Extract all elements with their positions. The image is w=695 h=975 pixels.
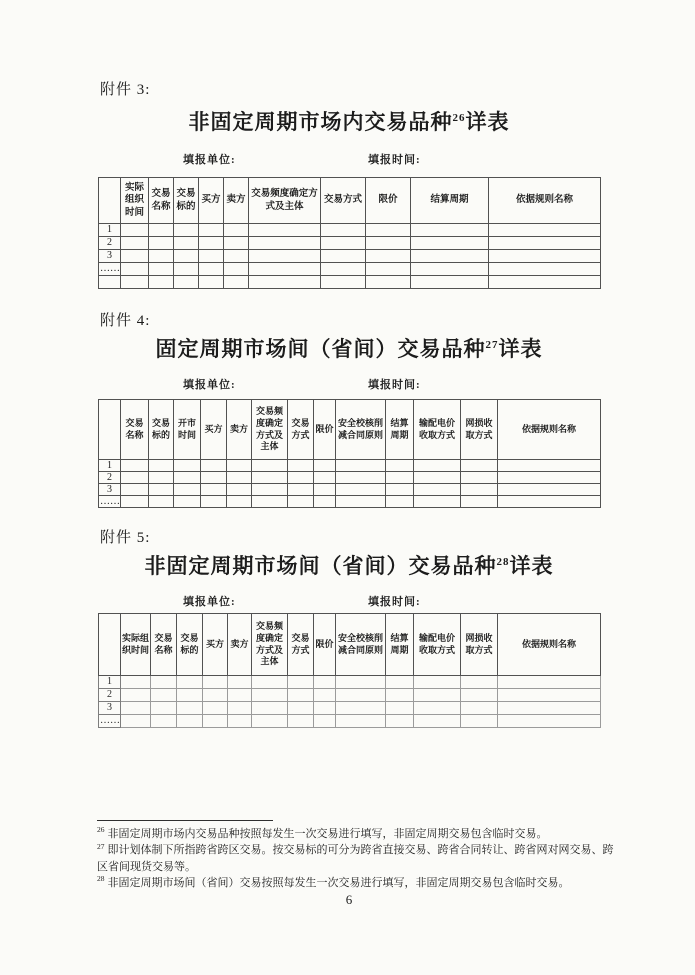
table-cell (121, 276, 149, 289)
table-cell (489, 237, 601, 250)
table-row (99, 496, 601, 508)
column-header: 买方 (203, 614, 228, 676)
table-cell (203, 676, 228, 689)
table-cell (336, 484, 386, 496)
table-cell (174, 460, 201, 472)
table-cell (228, 702, 252, 715)
table-cell (321, 237, 366, 250)
column-header: 卖方 (227, 400, 252, 460)
table-cell (461, 484, 498, 496)
table-cell (151, 715, 177, 728)
footnote-marker: 26 (97, 825, 105, 835)
table-cell (174, 237, 199, 250)
table-cell (336, 472, 386, 484)
column-header: 网损收取方式 (461, 400, 498, 460)
table-cell (411, 237, 489, 250)
column-header: 安全校核削减合同原则 (336, 614, 386, 676)
row-number-cell: …… (100, 495, 120, 507)
table-row (99, 460, 601, 472)
footnote-marker: 27 (97, 841, 105, 851)
table-row (99, 472, 601, 484)
report-unit-label: 填报单位: (183, 596, 236, 608)
table-cell (498, 676, 601, 689)
table-row (99, 689, 601, 702)
column-header (99, 178, 121, 224)
table-cell (121, 224, 149, 237)
row-number-cell: 2 (99, 472, 121, 484)
column-header: 实际组织时间 (121, 614, 151, 676)
table-cell (227, 496, 252, 508)
table-cell (336, 715, 386, 728)
table-cell (121, 250, 149, 263)
attachment-5-label: 附件 5: (100, 530, 151, 546)
footnote-28 (97, 875, 614, 891)
attachment-3-table (98, 177, 601, 289)
table-cell (149, 224, 174, 237)
row-number-cell: 1 (99, 460, 121, 472)
footnote-text: 非固定周期市场间（省间）交易按照每发生一次交易进行填写，非固定周期交易包含临时交易。 (107, 876, 570, 889)
table-cell (149, 472, 174, 484)
table-cell (177, 702, 203, 715)
table-cell (252, 472, 288, 484)
table-cell (203, 689, 228, 702)
report-time-label: 填报时间: (368, 379, 421, 391)
column-header: 输配电价收取方式 (414, 400, 461, 460)
column-header: 结算周期 (411, 178, 489, 224)
table-cell (121, 702, 151, 715)
table-cell (174, 250, 199, 263)
table-cell (228, 689, 252, 702)
table-cell (201, 472, 227, 484)
table-cell (199, 250, 224, 263)
table-cell (366, 276, 411, 289)
column-header: 交易频度确定方式及主体 (252, 400, 288, 460)
table-cell (411, 224, 489, 237)
table-cell (252, 702, 288, 715)
table-cell (201, 496, 227, 508)
table-cell (386, 472, 414, 484)
title-footnote-ref-27: 27 (485, 339, 499, 351)
table-cell (121, 484, 149, 496)
column-header: 限价 (314, 400, 336, 460)
table-cell (366, 250, 411, 263)
table-cell (121, 263, 149, 276)
table-cell (249, 250, 321, 263)
table-cell (121, 676, 151, 689)
table-cell (252, 484, 288, 496)
table-cell (386, 460, 414, 472)
table-cell (224, 224, 249, 237)
table-cell (174, 276, 199, 289)
table-row (99, 702, 601, 715)
table-cell (252, 460, 288, 472)
attachment-4-table (98, 399, 601, 508)
table-cell (121, 472, 149, 484)
table-cell (121, 689, 151, 702)
table-cell (321, 224, 366, 237)
table-cell (252, 689, 288, 702)
table-cell (498, 484, 601, 496)
column-header: 限价 (366, 178, 411, 224)
table-cell (121, 460, 149, 472)
table-cell (174, 472, 201, 484)
title-suffix: 详表 (509, 554, 554, 578)
column-header (99, 614, 121, 676)
table-cell (224, 237, 249, 250)
column-header: 交易方式 (321, 178, 366, 224)
table-cell (336, 702, 386, 715)
report-time-label: 填报时间: (368, 154, 421, 166)
table-cell (149, 276, 174, 289)
table-cell (227, 472, 252, 484)
column-header: 交易名称 (151, 614, 177, 676)
row-number-cell: 3 (99, 484, 121, 496)
table-cell (151, 676, 177, 689)
table-row (99, 715, 601, 728)
attachment-5-title (98, 550, 600, 580)
table-cell (314, 689, 336, 702)
table-cell (321, 276, 366, 289)
table-cell (228, 676, 252, 689)
table-cell (498, 460, 601, 472)
table-cell (414, 460, 461, 472)
table-cell (314, 496, 336, 508)
attachment-3-label: 附件 3: (100, 82, 151, 98)
title-text: 固定周期市场间（省间）交易品种 (155, 337, 486, 361)
table-cell (414, 689, 461, 702)
table-cell (151, 689, 177, 702)
column-header: 交易频度确定方式及主体 (252, 614, 288, 676)
table-cell (174, 224, 199, 237)
table-cell (288, 702, 314, 715)
table-cell (386, 689, 414, 702)
table-cell (224, 276, 249, 289)
title-text: 非固定周期市场间（省间）交易品种 (144, 554, 497, 578)
table-cell (149, 484, 174, 496)
column-header: 结算周期 (386, 614, 414, 676)
table-cell (336, 460, 386, 472)
table-cell (249, 237, 321, 250)
row-number-cell: 2 (99, 237, 121, 250)
footnotes (97, 820, 614, 891)
column-header: 结算周期 (386, 400, 414, 460)
table-cell (489, 224, 601, 237)
page-number: 6 (345, 892, 353, 907)
column-header: 交易标的 (174, 178, 199, 224)
column-header: 输配电价收取方式 (414, 614, 461, 676)
table-cell (201, 484, 227, 496)
table-cell (321, 263, 366, 276)
footnote-26 (97, 826, 614, 842)
table-cell (288, 689, 314, 702)
column-header (99, 400, 121, 460)
title-footnote-ref-28: 28 (496, 556, 510, 568)
table-cell (121, 237, 149, 250)
table-cell (224, 263, 249, 276)
table-cell (314, 460, 336, 472)
column-header: 交易频度确定方式及主体 (249, 178, 321, 224)
column-header: 交易方式 (288, 614, 314, 676)
table-cell (174, 263, 199, 276)
table-cell (149, 263, 174, 276)
table-cell (288, 460, 314, 472)
table-cell (336, 496, 386, 508)
table-cell (414, 496, 461, 508)
table-cell (203, 715, 228, 728)
column-header: 交易名称 (149, 178, 174, 224)
title-suffix: 详表 (465, 110, 510, 134)
table-cell (149, 460, 174, 472)
table-cell (199, 276, 224, 289)
table-cell (199, 263, 224, 276)
table-cell (386, 702, 414, 715)
table-cell (201, 460, 227, 472)
row-number-cell: …… (100, 263, 120, 274)
row-number-cell: 1 (99, 676, 121, 689)
table-cell (149, 496, 174, 508)
table-cell (252, 676, 288, 689)
table-cell (252, 715, 288, 728)
table-cell (386, 484, 414, 496)
table-cell (314, 472, 336, 484)
table-cell (498, 702, 601, 715)
column-header: 开市时间 (174, 400, 201, 460)
table-cell (461, 460, 498, 472)
table-cell (314, 702, 336, 715)
column-header: 网损收取方式 (461, 614, 498, 676)
row-number-cell: 1 (99, 224, 121, 237)
attachment-5-table (98, 613, 601, 728)
table-cell (461, 676, 498, 689)
table-cell (121, 715, 151, 728)
table-cell (174, 496, 201, 508)
table-cell (414, 472, 461, 484)
table-row (99, 676, 601, 689)
table-cell (174, 484, 201, 496)
table-row (99, 250, 601, 263)
table-cell (461, 472, 498, 484)
footnote-text: 即计划体制下所指跨省跨区交易。按交易标的可分为跨省直接交易、跨省合同转让、跨省网对网交易、跨区省间现货交易等。 (97, 844, 614, 873)
table-cell (489, 263, 601, 276)
table-cell (414, 715, 461, 728)
table-row (99, 276, 601, 289)
row-number-cell: 3 (99, 702, 121, 715)
table-cell (199, 237, 224, 250)
table-cell (149, 237, 174, 250)
table-row (99, 237, 601, 250)
table-cell (314, 484, 336, 496)
table-cell (288, 484, 314, 496)
report-unit-label: 填报单位: (183, 379, 236, 391)
table-cell (249, 263, 321, 276)
table-cell (228, 715, 252, 728)
table-cell (461, 689, 498, 702)
table-cell (288, 676, 314, 689)
table-cell (498, 689, 601, 702)
table-cell (498, 496, 601, 508)
table-cell (321, 250, 366, 263)
row-number-cell: …… (100, 715, 120, 726)
table-cell (461, 702, 498, 715)
table-cell (314, 676, 336, 689)
column-header: 买方 (199, 178, 224, 224)
table-cell (366, 237, 411, 250)
table-cell (386, 676, 414, 689)
column-header: 依据规则名称 (498, 400, 601, 460)
table-row (99, 224, 601, 237)
table-cell (249, 224, 321, 237)
table-cell (177, 715, 203, 728)
column-header: 交易标的 (177, 614, 203, 676)
column-header: 交易方式 (288, 400, 314, 460)
table-cell (288, 472, 314, 484)
table-cell (336, 689, 386, 702)
column-header: 卖方 (228, 614, 252, 676)
table-cell (249, 276, 321, 289)
attachment-3-title (98, 106, 600, 136)
table-cell (386, 715, 414, 728)
column-header: 限价 (314, 614, 336, 676)
table-cell (461, 496, 498, 508)
table-cell (414, 702, 461, 715)
attachment-4-label: 附件 4: (100, 313, 151, 329)
table-cell (177, 676, 203, 689)
table-cell (366, 263, 411, 276)
title-suffix: 详表 (498, 337, 543, 361)
footnote-marker: 28 (97, 874, 105, 884)
table-cell (177, 689, 203, 702)
table-cell (411, 276, 489, 289)
title-footnote-ref-26: 26 (452, 112, 466, 124)
table-cell (227, 460, 252, 472)
table-cell (489, 276, 601, 289)
table-cell (414, 484, 461, 496)
table-cell (386, 496, 414, 508)
column-header: 安全校核削减合同原则 (336, 400, 386, 460)
column-header: 交易名称 (121, 400, 149, 460)
column-header: 依据规则名称 (489, 178, 601, 224)
table-cell (498, 715, 601, 728)
column-header: 交易标的 (149, 400, 174, 460)
table-cell (461, 715, 498, 728)
table-cell (366, 224, 411, 237)
table-cell (203, 702, 228, 715)
table-cell (288, 715, 314, 728)
table-cell (314, 715, 336, 728)
table-cell (489, 250, 601, 263)
footnote-divider (97, 820, 273, 821)
table-cell (121, 496, 149, 508)
table-row (99, 263, 601, 276)
footnote-27 (97, 842, 614, 875)
table-cell (498, 472, 601, 484)
table-cell (411, 250, 489, 263)
table-cell (149, 250, 174, 263)
column-header: 实际组织时间 (121, 178, 149, 224)
table-cell (227, 484, 252, 496)
table-row (99, 484, 601, 496)
table-cell (224, 250, 249, 263)
table-cell (252, 496, 288, 508)
title-text: 非固定周期市场内交易品种 (188, 110, 453, 134)
table-cell (336, 676, 386, 689)
row-number-cell: 3 (99, 250, 121, 263)
table-cell (411, 263, 489, 276)
report-unit-label: 填报单位: (183, 154, 236, 166)
row-number-cell: 2 (99, 689, 121, 702)
column-header: 卖方 (224, 178, 249, 224)
column-header: 买方 (201, 400, 227, 460)
attachment-4-title (98, 333, 600, 363)
column-header: 依据规则名称 (498, 614, 601, 676)
table-cell (288, 496, 314, 508)
table-cell (414, 676, 461, 689)
footnote-text: 非固定周期市场内交易品种按照每发生一次交易进行填写，非固定周期交易包含临时交易。 (107, 828, 548, 840)
table-cell (151, 702, 177, 715)
report-time-label: 填报时间: (368, 596, 421, 608)
row-number-cell (99, 276, 121, 289)
table-cell (199, 224, 224, 237)
